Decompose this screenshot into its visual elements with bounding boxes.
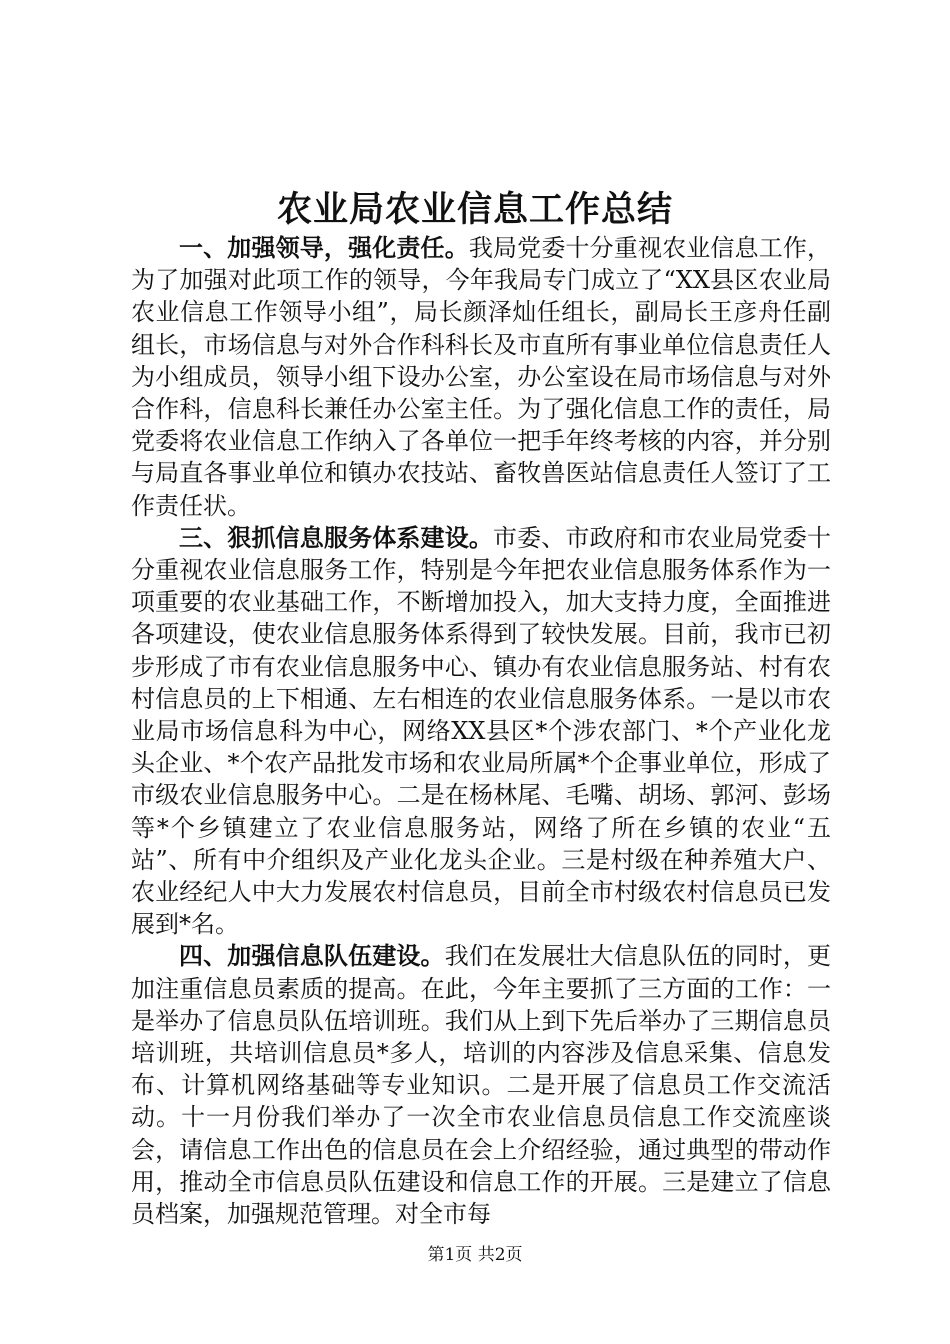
paragraph-leadership	[131, 232, 831, 522]
page-number-footer: 第1页 共2页	[427, 1245, 523, 1265]
paragraph-team-building	[131, 940, 831, 1230]
paragraph-text: 我们在发展壮大信息队伍的同时，更加注重信息员素质的提高。在此，今年主要抓了三方面的工作：一是举办了信息员队伍培训班。我们从上到下先后举办了三期信息员培训班，共培训信息员*多人，培训的内容涉及信息采集、信息发布、计算机网络基础等专业知识。二是开展了信息员工作交流活动。十一月份我们举办了一次全市农业信息员信息工作交流座谈会，请信息工作出色的信息员在会上介绍经验，通过典型的带动作用，推动全市信息员队伍建设和信息工作的开展。三是建立了信息员档案，加强规范管理。对全市每	[131, 942, 832, 1229]
paragraph-text: 我局党委十分重视农业信息工作，为了加强对此项工作的领导，今年我局专门成立了“XX县区农业局农业信息工作领导小组”，局长颜泽灿任组长，副局长王彦舟任副组长，市场信息与对外合作科科长及市直所有事业单位信息责任人为小组成员，领导小组下设办公室，办公室设在局市场信息与对外合作科，信息科长兼任办公室主任。为了强化信息工作的责任，局党委将农业信息工作纳入了各单位一把手年终考核的内容，并分别与局直各事业单位和镇办农技站、畜牧兽医站信息责任人签订了工作责任状。	[131, 234, 832, 520]
paragraph-text: 市委、市政府和市农业局党委十分重视农业信息服务工作，特别是今年把农业信息服务体系作为一项重要的农业基础工作，不断增加投入，加大支持力度，全面推进各项建设，使农业信息服务体系得到了较快发展。目前，我市已初步形成了市有农业信息服务中心、镇办有农业信息服务站、村有农村信息员的上下相通、左右相连的农业信息服务体系。一是以市农业局市场信息科为中心，网络XX县区*个涉农部门、*个产业化龙头企业、*个农产品批发市场和农业局所属*个企事业单位，形成了市级农业信息服务中心。二是在杨林尾、毛嘴、胡场、郭河、彭场等*个乡镇建立了农业信息服务站，网络了所在乡镇的农业“五站”、所有中介组织及产业化龙头企业。三是村级在种养殖大户、农业经纪人中大力发展农村信息员，目前全市村级农村信息员已发展到*名。	[131, 523, 831, 939]
document-title: 农业局农业信息工作总结	[276, 189, 673, 230]
document-body	[131, 232, 831, 1230]
paragraph-heading: 三、狠抓信息服务体系建设。	[179, 522, 493, 552]
paragraph-service-system	[131, 522, 831, 941]
paragraph-heading: 四、加强信息队伍建设。	[179, 941, 445, 971]
paragraph-heading: 一、加强领导，强化责任。	[179, 233, 469, 262]
